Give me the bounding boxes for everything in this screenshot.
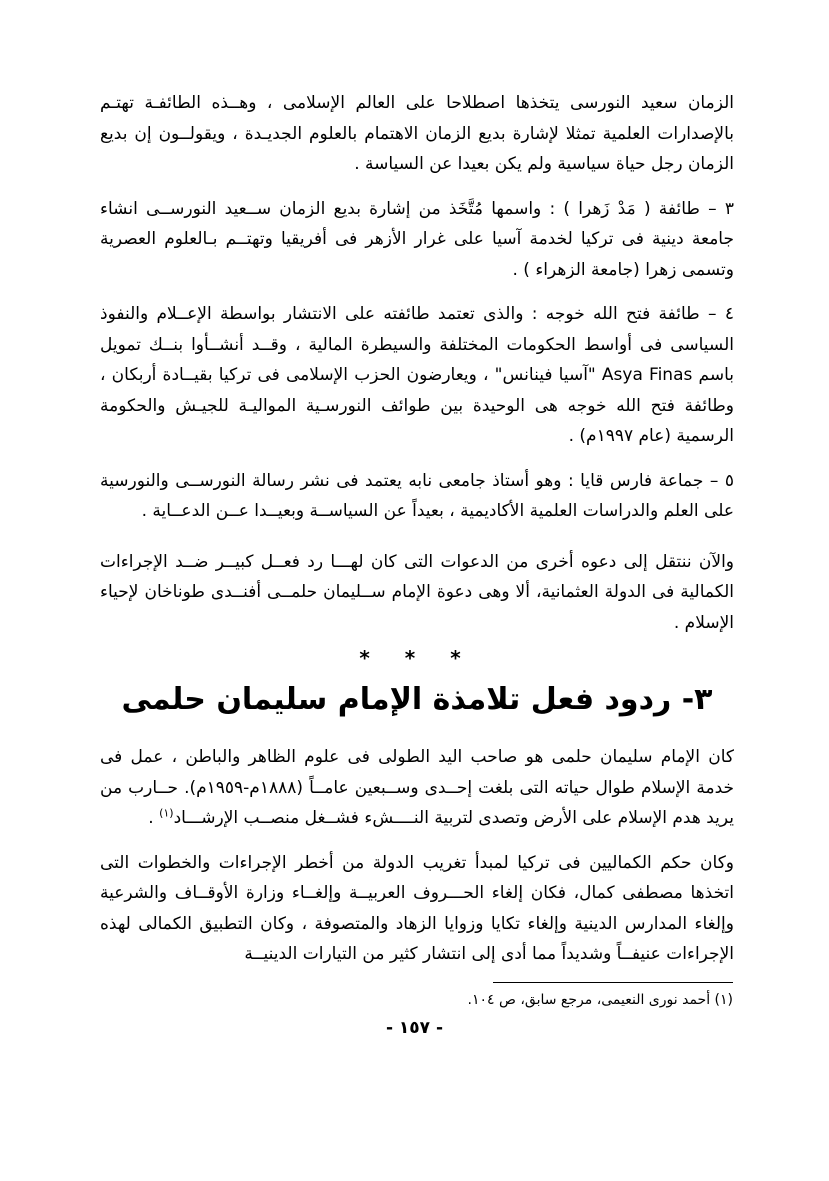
paragraph-transition: والآن ننتقل إلى دعوه أخرى من الدعوات التى كان لهـــا رد فعــل كبيــر ضــد الإجراءات الكمالية فى الدولة العثمانية، ألا وهى دعوة الإمام ســليمان حلمــى أفنــدى طوناخان لإحياء الإسلام . — [100, 551, 734, 633]
paragraph-item-3: ٣ – طائفة ( مَدْ زَهرا ) : واسمها مُتَّخَذ من إشارة بديع الزمان ســعيد النورســى انشاء جامعة دينية فى تركيا لخدمة آسيا على غرار الأزهر فى أفريقيا وتهتــم بـالعلوم العصرية وتسمى زهرا (جامعة الزهراء ) . — [100, 198, 734, 280]
section-heading: ٣- ردود فعل تلامذة الإمام سليمان حلمى — [121, 682, 713, 717]
paragraph-suleyman-hilmi-text: كان الإمام سليمان حلمى هو صاحب اليد الطولى فى علوم الظاهر والباطن ، عمل فى خدمة الإسلام طوال حياته التى بلغت إحــدى وســبعين عامــاً (١٨٨٨م-١٩٥٩م). حــارب من يريد هدم الإسلام على الأرض وتصدى لتربية النــــشء فشــغل منصــب الإرشـــاد — [100, 747, 735, 828]
paragraph-item-4: ٤ – طائفة فتح الله خوجه : والذى تعتمد طائفته على الانتشار بواسطة الإعــلام والنفوذ السياسى فى أواسط الحكومات المختلفة والسيطرة المالية ، وقــد أنشــأوا بنــك تمويل باسم Asya Finas "آسيا فينانس" ، ويعارضون الحزب الإسلامى فى تركيا بقيــادة أربكان ، وطائفة فتح الله خوجه هى الوحيدة بين طوائف النورسـية المواليـة للجيـش والحكومة الرسمية (عام ١٩٩٧م) . — [100, 304, 734, 446]
page-number: - ١٥٧ - — [385, 1018, 444, 1038]
paragraph-item-5: ٥ – جماعة فارس قايا : وهو أستاذ جامعى نابه يعتمد فى نشر رسالة النورســى والنورسية على العلم والدراسات العلمية الأكاديمية ، بعيداً عن السياســة وبعيــدا عــن الدعــاية . — [100, 470, 734, 521]
section-separator: * * * — [359, 646, 475, 670]
footnote-reference: (١) — [159, 806, 174, 820]
footnote: (١) أحمد نورى النعيمى، مرجع سابق، ص ١٠٤. — [467, 992, 733, 1008]
paragraph-kemalist-rule: وكان حكم الكماليين فى تركيا لمبدأ تغريب الدولة من أخطر الإجراءات والخطوات التى اتخذها مصطفى كمال، فكان إلغاء الحـــروف العربيــة وإلغــاء وزارة الأوقــاف والشرعية وإلغاء المدارس الدينية وإلغاء تكايا وزوايا الزهاد والمتصوفة ، وكان التطبيق الكمالى لهذه الإجراءات عنيفــاً وشديداً مما أدى إلى انتشار كثير من التيارات الدينيــة — [100, 852, 734, 964]
paragraph-suleyman-hilmi-end: . — [148, 808, 160, 828]
footnote-divider — [493, 982, 733, 983]
paragraph-intro: الزمان سعيد النورسى يتخذها اصطلاحا على العالم الإسلامى ، وهــذه الطائفـة تهتـم بالإصدارات العلمية تمثلا لإشارة بديع الزمان الاهتمام بالعلوم الجديـدة ، ويقولــون إن بديع الزمان رجل حياة سياسية ولم يكن بعيدا عن السياسة . — [100, 93, 734, 174]
paragraph-suleyman-hilmi — [100, 742, 734, 834]
